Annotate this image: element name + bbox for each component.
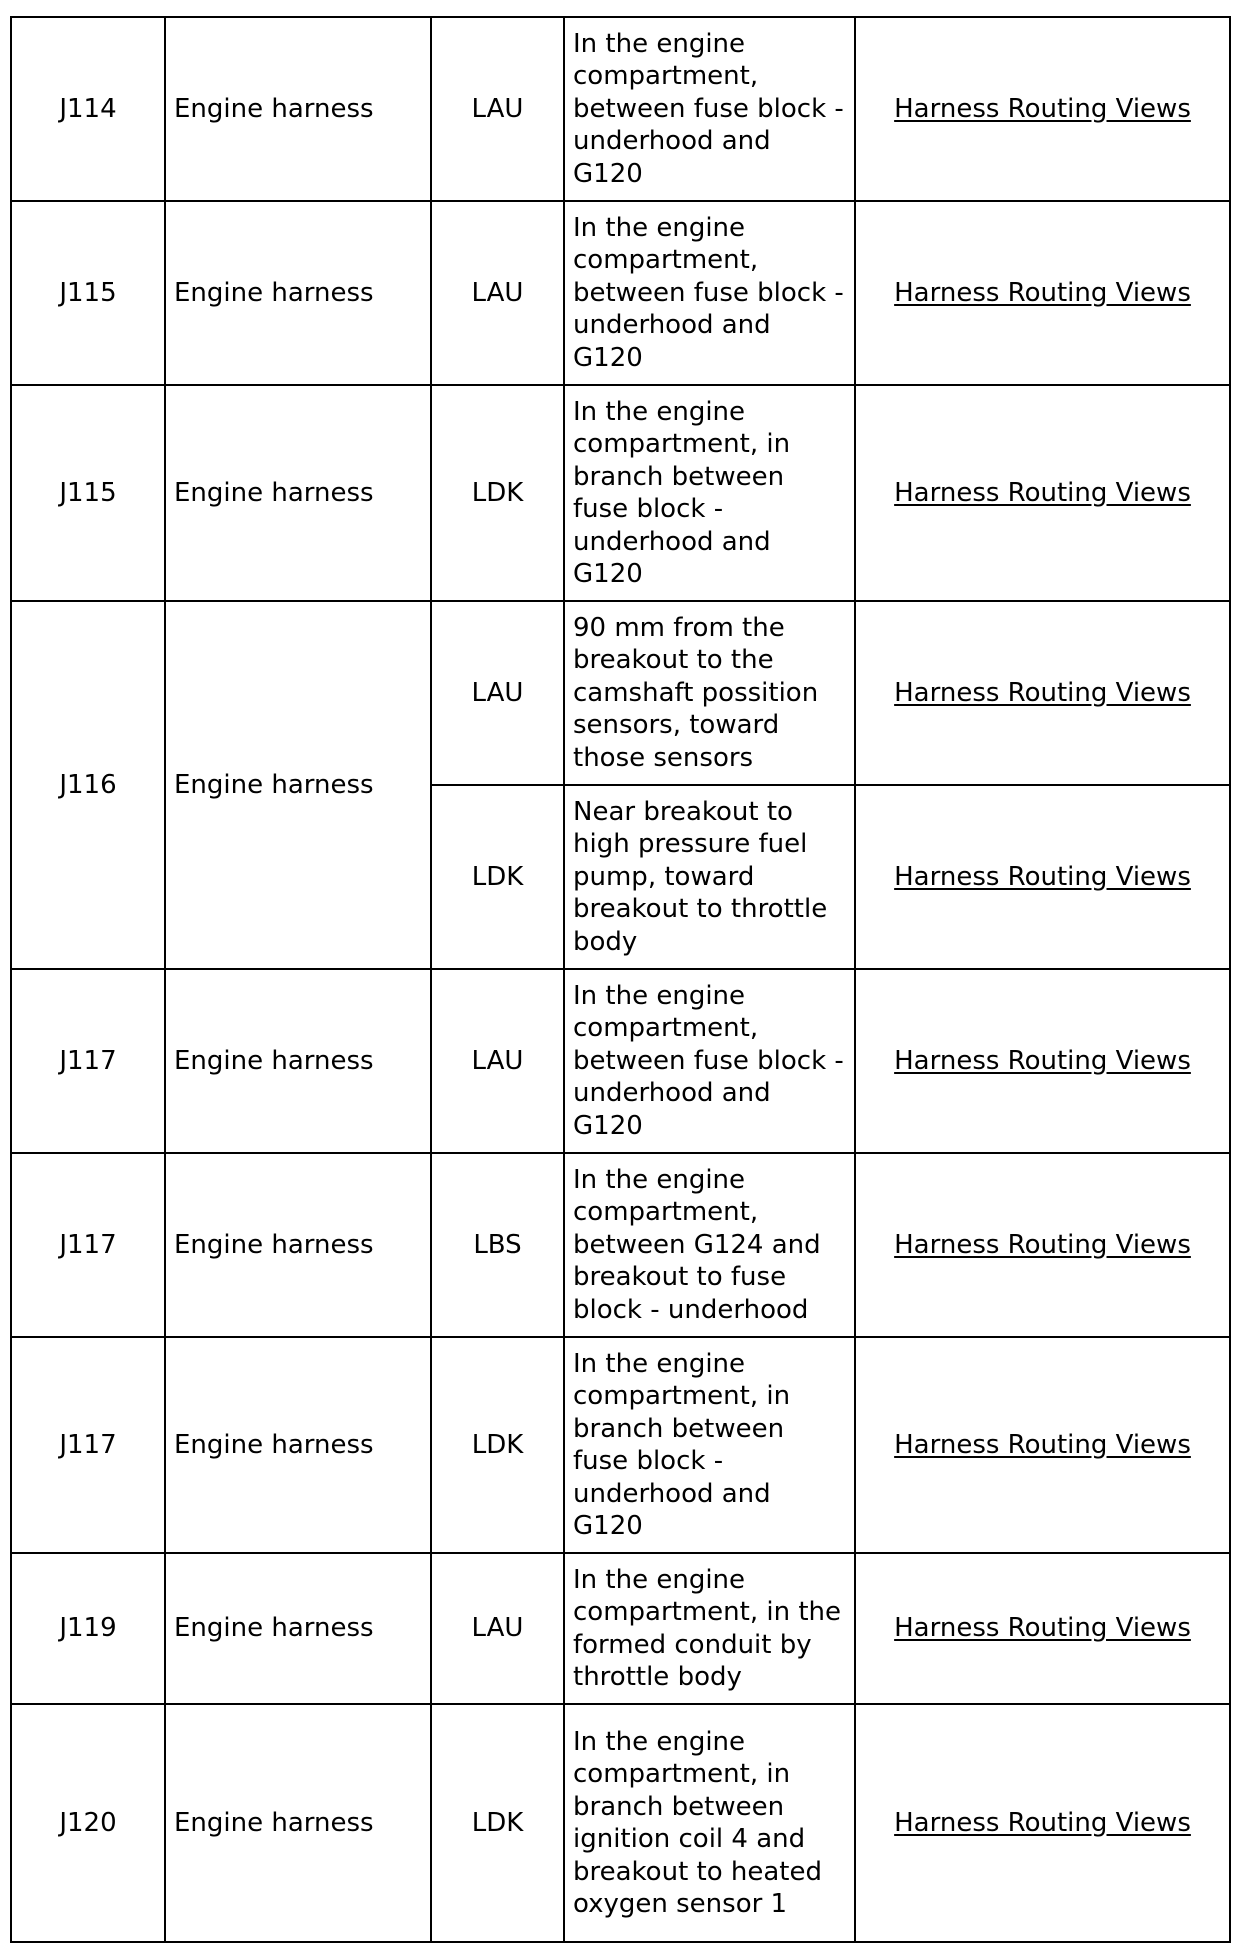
splice-id: J116 — [11, 601, 165, 969]
harness-routing-views-link[interactable]: Harness Routing Views — [894, 861, 1191, 892]
harness-name: Engine harness — [165, 601, 431, 969]
harness-name: Engine harness — [165, 385, 431, 601]
harness-name: Engine harness — [165, 201, 431, 385]
location-description: Near breakout to high pressure fuel pump, toward breakout to throttle body — [564, 785, 855, 969]
splice-id: J119 — [11, 1553, 165, 1704]
splice-id: J120 — [11, 1704, 165, 1942]
link-cell — [855, 1337, 1230, 1553]
link-cell — [855, 1153, 1230, 1337]
splice-id: J114 — [11, 17, 165, 201]
option-code: LAU — [431, 17, 564, 201]
option-code: LDK — [431, 1704, 564, 1942]
harness-routing-views-link[interactable]: Harness Routing Views — [894, 677, 1191, 708]
option-code: LDK — [431, 1337, 564, 1553]
harness-routing-views-link[interactable]: Harness Routing Views — [894, 277, 1191, 308]
harness-routing-views-link[interactable]: Harness Routing Views — [894, 1429, 1191, 1460]
location-description: In the engine compartment, in branch between ignition coil 4 and breakout to heated oxygen sensor 1 — [564, 1704, 855, 1942]
link-cell — [855, 601, 1230, 785]
harness-routing-views-link[interactable]: Harness Routing Views — [894, 1229, 1191, 1260]
splice-id: J115 — [11, 201, 165, 385]
location-description: In the engine compartment, between fuse block - underhood and G120 — [564, 201, 855, 385]
harness-routing-views-link[interactable]: Harness Routing Views — [894, 1807, 1191, 1838]
table-row — [11, 601, 1230, 785]
option-code: LBS — [431, 1153, 564, 1337]
option-code: LDK — [431, 785, 564, 969]
harness-name: Engine harness — [165, 1153, 431, 1337]
link-cell — [855, 785, 1230, 969]
harness-name: Engine harness — [165, 1553, 431, 1704]
table-row — [11, 1553, 1230, 1704]
link-cell — [855, 17, 1230, 201]
option-code: LAU — [431, 969, 564, 1153]
link-cell — [855, 1704, 1230, 1942]
option-code: LAU — [431, 1553, 564, 1704]
splice-id: J117 — [11, 1153, 165, 1337]
table-row — [11, 1337, 1230, 1553]
table-row — [11, 385, 1230, 601]
splice-id: J117 — [11, 1337, 165, 1553]
option-code: LAU — [431, 201, 564, 385]
harness-name: Engine harness — [165, 1704, 431, 1942]
location-description: In the engine compartment, between G124 and breakout to fuse block - underhood — [564, 1153, 855, 1337]
table-row — [11, 17, 1230, 201]
location-description: In the engine compartment, in the formed conduit by throttle body — [564, 1553, 855, 1704]
location-description: In the engine compartment, between fuse block - underhood and G120 — [564, 969, 855, 1153]
location-description: In the engine compartment, in branch between fuse block - underhood and G120 — [564, 385, 855, 601]
splice-id: J115 — [11, 385, 165, 601]
location-description: In the engine compartment, between fuse block - underhood and G120 — [564, 17, 855, 201]
harness-name: Engine harness — [165, 1337, 431, 1553]
table-row — [11, 201, 1230, 385]
location-description: In the engine compartment, in branch between fuse block - underhood and G120 — [564, 1337, 855, 1553]
link-cell — [855, 969, 1230, 1153]
link-cell — [855, 385, 1230, 601]
option-code: LDK — [431, 385, 564, 601]
harness-routing-views-link[interactable]: Harness Routing Views — [894, 1613, 1191, 1644]
harness-name: Engine harness — [165, 969, 431, 1153]
location-description: 90 mm from the breakout to the camshaft possition sensors, toward those sensors — [564, 601, 855, 785]
harness-routing-views-link[interactable]: Harness Routing Views — [894, 477, 1191, 508]
link-cell — [855, 201, 1230, 385]
harness-routing-views-link[interactable]: Harness Routing Views — [894, 1045, 1191, 1076]
harness-routing-views-link[interactable]: Harness Routing Views — [894, 93, 1191, 124]
table-row — [11, 1704, 1230, 1942]
table-row — [11, 1153, 1230, 1337]
splice-id: J117 — [11, 969, 165, 1153]
harness-name: Engine harness — [165, 17, 431, 201]
splice-location-table — [10, 16, 1231, 1943]
link-cell — [855, 1553, 1230, 1704]
table-row — [11, 969, 1230, 1153]
option-code: LAU — [431, 601, 564, 785]
